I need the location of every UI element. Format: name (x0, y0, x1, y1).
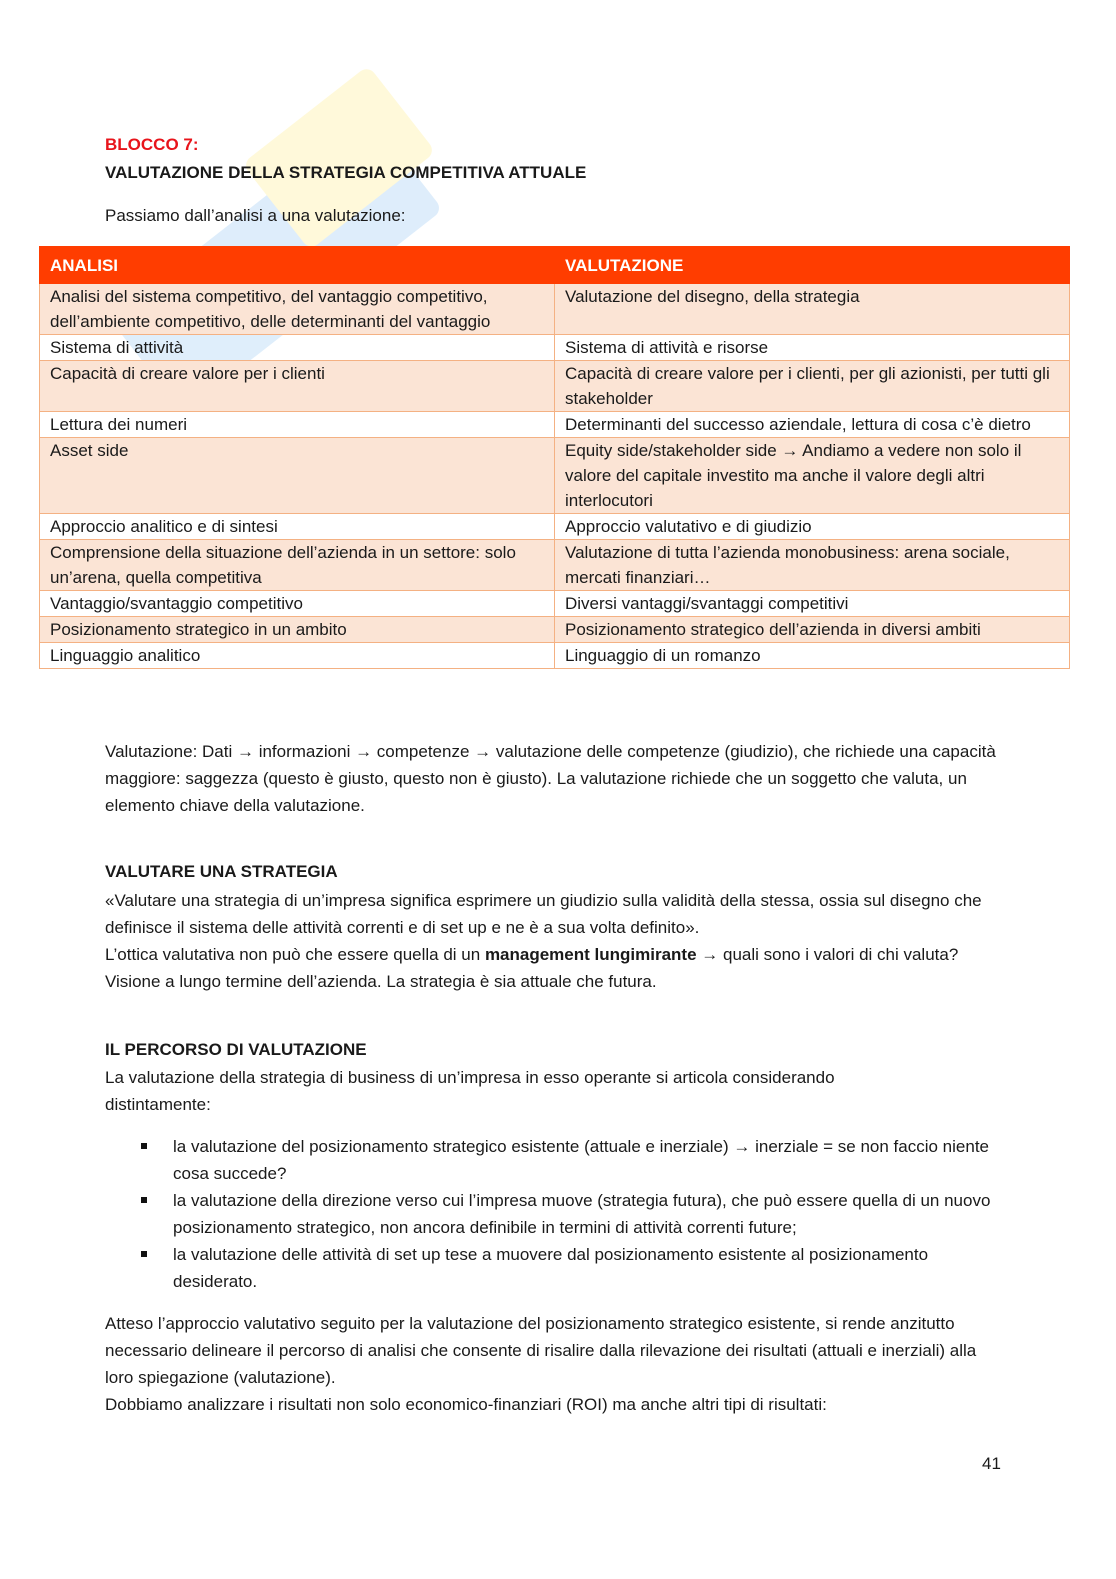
table-row (40, 617, 1070, 643)
comparison-table (39, 246, 1070, 669)
bullet-list (105, 1133, 1005, 1295)
ottica-text (105, 941, 1005, 995)
section-heading-valutare: VALUTARE UNA STRATEGIA (105, 862, 338, 881)
quote-text: «Valutare una strategia di un’impresa significa esprimere un giudizio sulla validità della stessa, ossia sul disegno che definisce il sistema delle attività correnti e di set up e ne è a sua volta definito». (105, 891, 982, 937)
table-row (40, 412, 1070, 438)
cell-analisi: Sistema di attività (40, 335, 555, 361)
table-row (40, 361, 1070, 412)
header-valutazione: VALUTAZIONE (555, 247, 1070, 284)
page-title: VALUTAZIONE DELLA STRATEGIA COMPETITIVA ATTUALE (105, 163, 587, 182)
cell-valutazione: Sistema di attività e risorse (555, 335, 1070, 361)
cell-analisi: Analisi del sistema competitivo, del vantaggio competitivo, dell’ambiente competitivo, delle determinanti del vantaggio (40, 284, 555, 335)
text-segment: L’ottica valutativa non può che essere quella di un (105, 945, 485, 964)
list-item: la valutazione delle attività di set up tese a muovere dal posizionamento esistente al posizionamento desiderato. (105, 1241, 1005, 1295)
cell-analisi: Approccio analitico e di sintesi (40, 514, 555, 540)
cell-valutazione: Valutazione del disegno, della strategia (555, 284, 1070, 335)
cell-valutazione: Determinanti del successo aziendale, lettura di cosa c’è dietro (555, 412, 1070, 438)
cell-valutazione: Capacità di creare valore per i clienti, per gli azionisti, per tutti gli stakeholder (555, 361, 1070, 412)
cell-valutazione: Posizionamento strategico dell’azienda in diversi ambiti (555, 617, 1070, 643)
cell-analisi: Capacità di creare valore per i clienti (40, 361, 555, 412)
cell-valutazione: Approccio valutativo e di giudizio (555, 514, 1070, 540)
cell-valutazione: Linguaggio di un romanzo (555, 643, 1070, 669)
percorso-last-line: Dobbiamo analizzare i risultati non solo economico-finanziari (ROI) ma anche altri tipi di risultati: (105, 1395, 827, 1414)
bold-term: management lungimirante (484, 945, 697, 964)
table-row (40, 335, 1070, 361)
cell-analisi: Linguaggio analitico (40, 643, 555, 669)
header-analisi: ANALISI (40, 247, 555, 284)
table-row (40, 643, 1070, 669)
cell-analisi: Vantaggio/svantaggio competitivo (40, 591, 555, 617)
cell-analisi: Asset side (40, 438, 555, 514)
table-row (40, 591, 1070, 617)
table-row (40, 514, 1070, 540)
paragraph-valutazione: Valutazione: Dati → informazioni → competenze → valutazione delle competenze (giudizio), che richiede una capacità maggiore: saggezza (questo è giusto, questo non è giusto). La valutazione richiede che un soggetto che valuta, un elemento chiave della valutazione. (105, 742, 996, 815)
list-item: la valutazione del posizionamento strategico esistente (attuale e inerziale) → inerziale = se non faccio niente cosa succede? (105, 1133, 1005, 1187)
table-row (40, 540, 1070, 591)
list-item: la valutazione della direzione verso cui l’impresa muove (strategia futura), che può essere quella di un nuovo posizionamento strategico, non ancora definibile in termini di attività correnti future; (105, 1187, 1005, 1241)
cell-analisi: Comprensione della situazione dell’azienda in un settore: solo un’arena, quella competitiva (40, 540, 555, 591)
cell-analisi: Lettura dei numeri (40, 412, 555, 438)
cell-valutazione: Equity side/stakeholder side → Andiamo a vedere non solo il valore del capitale investito ma anche il valore degli altri interlocutori (555, 438, 1070, 514)
cell-valutazione: Valutazione di tutta l’azienda monobusiness: arena sociale, mercati finanziari… (555, 540, 1070, 591)
cell-analisi: Posizionamento strategico in un ambito (40, 617, 555, 643)
section-heading-percorso: IL PERCORSO DI VALUTAZIONE (105, 1040, 367, 1059)
page-number: 41 (982, 1454, 1001, 1473)
table-row (40, 438, 1070, 514)
table-row (40, 284, 1070, 335)
cell-valutazione: Diversi vantaggi/svantaggi competitivi (555, 591, 1070, 617)
block-label: BLOCCO 7: (105, 135, 199, 154)
text-segment: → quali sono i valori di chi valuta? Visione a lungo termine dell’azienda. La strategia è sia attuale che futura. (105, 945, 959, 991)
percorso-paragraph: Atteso l’approccio valutativo seguito per la valutazione del posizionamento strategico esistente, si rende anzitutto necessario delineare il percorso di analisi che consente di risalire dalla rilevazione dei risultati (attuali e inerziali) alla loro spiegazione (valutazione). (105, 1314, 977, 1387)
percorso-intro: La valutazione della strategia di business di un’impresa in esso operante si articola considerando distintamente: (105, 1068, 835, 1114)
intro-text: Passiamo dall’analisi a una valutazione: (105, 206, 406, 225)
section-valutare-body (105, 887, 1005, 995)
